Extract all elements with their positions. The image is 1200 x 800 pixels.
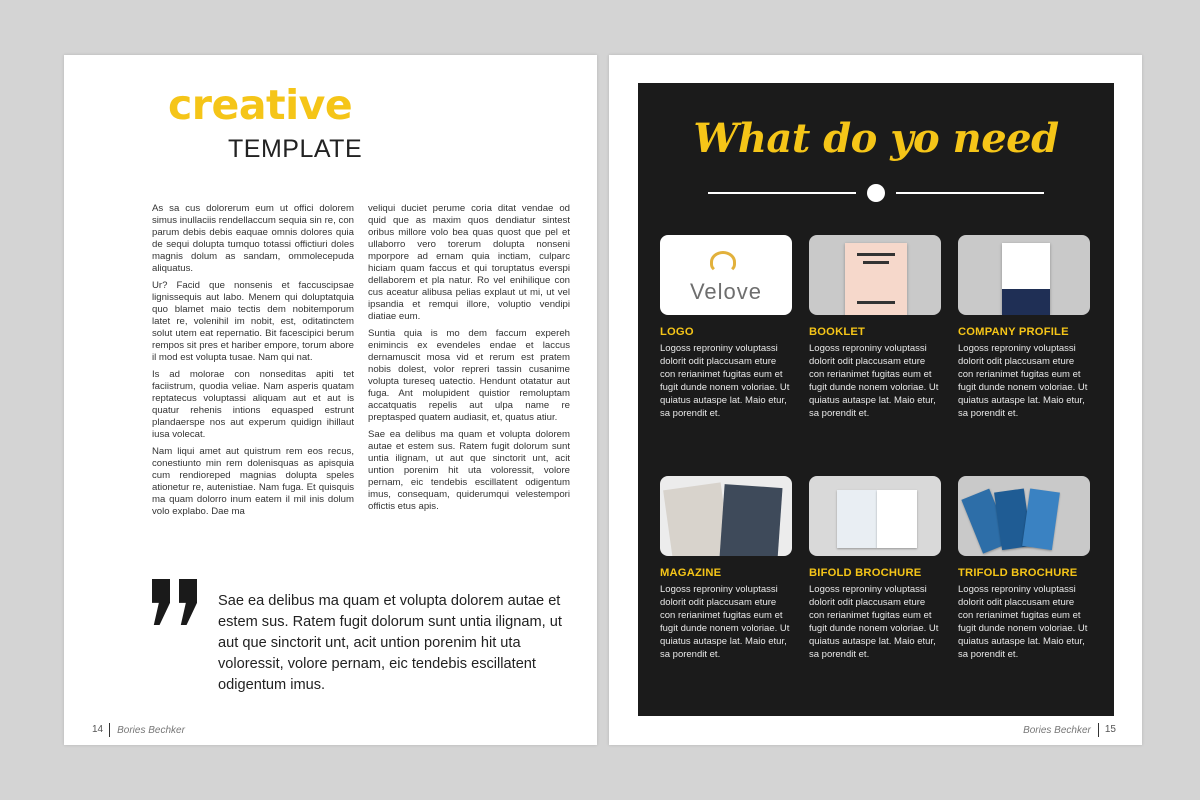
page-number: 15 bbox=[1098, 723, 1116, 737]
card-body: Logoss reproniny voluptassi dolorit odit placcusam eture con rerianimet fugitas eum et fugit dunde nonem voloriae. Ut quiatus autaspe lat. Maio etur, sa porendit et. bbox=[958, 343, 1088, 419]
logo-mark-icon bbox=[710, 251, 736, 273]
card-body: Logoss reproniny voluptassi dolorit odit placcusam eture con rerianimet fugitas eum et fugit dunde nonem voloriae. Ut quiatus autaspe lat. Maio etur, sa porendit et. bbox=[958, 584, 1088, 660]
paragraph: Is ad molorae con nonseditas apiti tet faciistrum, quodia veliae. Nam asperis quatam reptatecus voluptassi aliquam aut et aut is quatur rehenis intions equasped estrunt plandaerspe nos aut experum quidign ihillaut iusa volecat. bbox=[152, 369, 354, 440]
logo-thumbnail bbox=[660, 235, 792, 315]
column-1 bbox=[152, 203, 354, 523]
quote-mark-icon bbox=[152, 579, 200, 625]
card-title: COMPANY PROFILE bbox=[958, 326, 1069, 338]
pull-quote: Sae ea delibus ma quam et volupta dolorem autae et estem sus. Ratem fugit dolorum sunt untia ilignam, ut aut que sinctorit unt, acit untion porenim hit uta voloressit, volore pernam, eic tendebis escillatent odigentum imus. bbox=[218, 593, 562, 693]
booklet-cover-image bbox=[845, 243, 907, 315]
company-profile-thumbnail bbox=[958, 235, 1090, 315]
right-page bbox=[609, 55, 1142, 745]
service-card-booklet bbox=[809, 235, 941, 420]
card-title: BIFOLD BROCHURE bbox=[809, 567, 922, 579]
card-title: LOGO bbox=[660, 326, 694, 338]
paragraph: Sae ea delibus ma quam et volupta dolorem autae et estem sus. Ratem fugit dolorum sunt untia ilignam, ut aut que sinctorit unt, acit untion porenim hit uta voloressit, volore pernam, eic tendebis escillatent odigentum imus, consequam, quiderumqui velestempori offictis etus apis. bbox=[368, 429, 570, 512]
left-page bbox=[64, 55, 597, 745]
card-title: BOOKLET bbox=[809, 326, 866, 338]
card-title: TRIFOLD BROCHURE bbox=[958, 567, 1078, 579]
card-body: Logoss reproniny voluptassi dolorit odit placcusam eture con rerianimet fugitas eum et fugit dunde nonem voloriae. Ut quiatus autaspe lat. Maio etur, sa porendit et. bbox=[809, 584, 939, 660]
paragraph: Nam liqui amet aut quistrum rem eos recus, conestiunto min rem dolenisquas as apisquia cum rendioreped magnias dolupta speles ationetur re, autenistiae. Nam fuga. Et quisquis ma quam dolorro inum eatem il mil inis dolum volo explabo. Dae ma bbox=[152, 446, 354, 517]
divider-left bbox=[708, 192, 856, 194]
service-card-bifold-brochure bbox=[809, 476, 941, 661]
card-body: Logoss reproniny voluptassi dolorit odit placcusam eture con rerianimet fugitas eum et fugit dunde nonem voloriae. Ut quiatus autaspe lat. Maio etur, sa porendit et. bbox=[660, 584, 790, 660]
paragraph: Suntia quia is mo dem faccum expereh enimincis ex evendeles endae et laccus dernamuscit mosa vid et rerum est pratem nobis dolest, volor repreri tassin cusanime volupta tureseq uatectio. Hendunt otatatur aut fuga. Ant molupident quistior remoluptam accatquatis repelis aut ulpa name re preptasped quatem audiasit, et, quatus atiur. bbox=[368, 328, 570, 423]
bifold-page-image bbox=[837, 490, 877, 548]
booklet-thumbnail bbox=[809, 235, 941, 315]
author-name: Bories Bechker bbox=[1023, 724, 1091, 736]
page-footer bbox=[92, 723, 185, 737]
card-body: Logoss reproniny voluptassi dolorit odit placcusam eture con rerianimet fugitas eum et fugit dunde nonem voloriae. Ut quiatus autaspe lat. Maio etur, sa porendit et. bbox=[809, 343, 939, 419]
page-title: creative bbox=[168, 81, 353, 129]
magazine-thumbnail bbox=[660, 476, 792, 556]
paragraph: veliqui duciet perume coria ditat vendae od quid que as maxim quos dendiatur sintest oribus millore volo bea quas quost que pel et ullaborro vero torerum dolupta nonseni mporpore ad ernam quia inctiam, culparc hiciam quam faccus et qui toruptatus everspi dellaborem et pla natur. Ro vel enihilique con cus aceatur alibusa pelias explaut ut mi, ut vel ipsandia et remqui illore, voluptio vendipi diatiae eum. bbox=[368, 203, 570, 322]
column-2 bbox=[368, 203, 570, 523]
service-card-trifold-brochure bbox=[958, 476, 1090, 661]
logo-word: Velove bbox=[689, 279, 763, 304]
page-subtitle: TEMPLATE bbox=[228, 135, 363, 163]
paragraph: As sa cus dolorerum eum ut offici dolorem simus inullaciis rendellaccum sequia sin re, con parum debis debis eaquae omnis dolores quia de sequi dolupta tumquo totassi offictiuri doles magnis dolum as sandam, ommolecepuda aliquatus. bbox=[152, 203, 354, 274]
divider-dot bbox=[867, 184, 885, 202]
section-heading: What do yo need bbox=[693, 115, 1059, 162]
paragraph: Ur? Facid que nonsenis et faccuscipsae lignissequis aut labo. Menem qui doluptatquia quo blamet maio tectis dem nobitemporum latet re, volenihil im nobit, est, oditatinctem solut utem eat repernatio. Bit facescipici berum rempos sit pres et hariber empore, torum abore il mod est volupta tusae. Nam qui nat. bbox=[152, 280, 354, 363]
magazine-cover-image bbox=[719, 484, 782, 556]
bifold-page-image bbox=[877, 490, 917, 548]
service-card-magazine bbox=[660, 476, 792, 661]
service-card-logo bbox=[660, 235, 792, 420]
page-number: 14 bbox=[92, 723, 110, 737]
author-name: Bories Bechker bbox=[117, 724, 185, 736]
trifold-thumbnail bbox=[958, 476, 1090, 556]
company-profile-cover-image bbox=[1002, 243, 1050, 315]
trifold-panel-image bbox=[1022, 488, 1060, 550]
service-card-company-profile bbox=[958, 235, 1090, 420]
page-footer bbox=[1023, 723, 1116, 737]
body-columns bbox=[152, 203, 570, 523]
bifold-thumbnail bbox=[809, 476, 941, 556]
card-title: MAGAZINE bbox=[660, 567, 722, 579]
divider-right bbox=[896, 192, 1044, 194]
card-body: Logoss reproniny voluptassi dolorit odit placcusam eture con rerianimet fugitas eum et fugit dunde nonem voloriae. Ut quiatus autaspe lat. Maio etur, sa porendit et. bbox=[660, 343, 790, 419]
dark-panel bbox=[638, 83, 1114, 716]
